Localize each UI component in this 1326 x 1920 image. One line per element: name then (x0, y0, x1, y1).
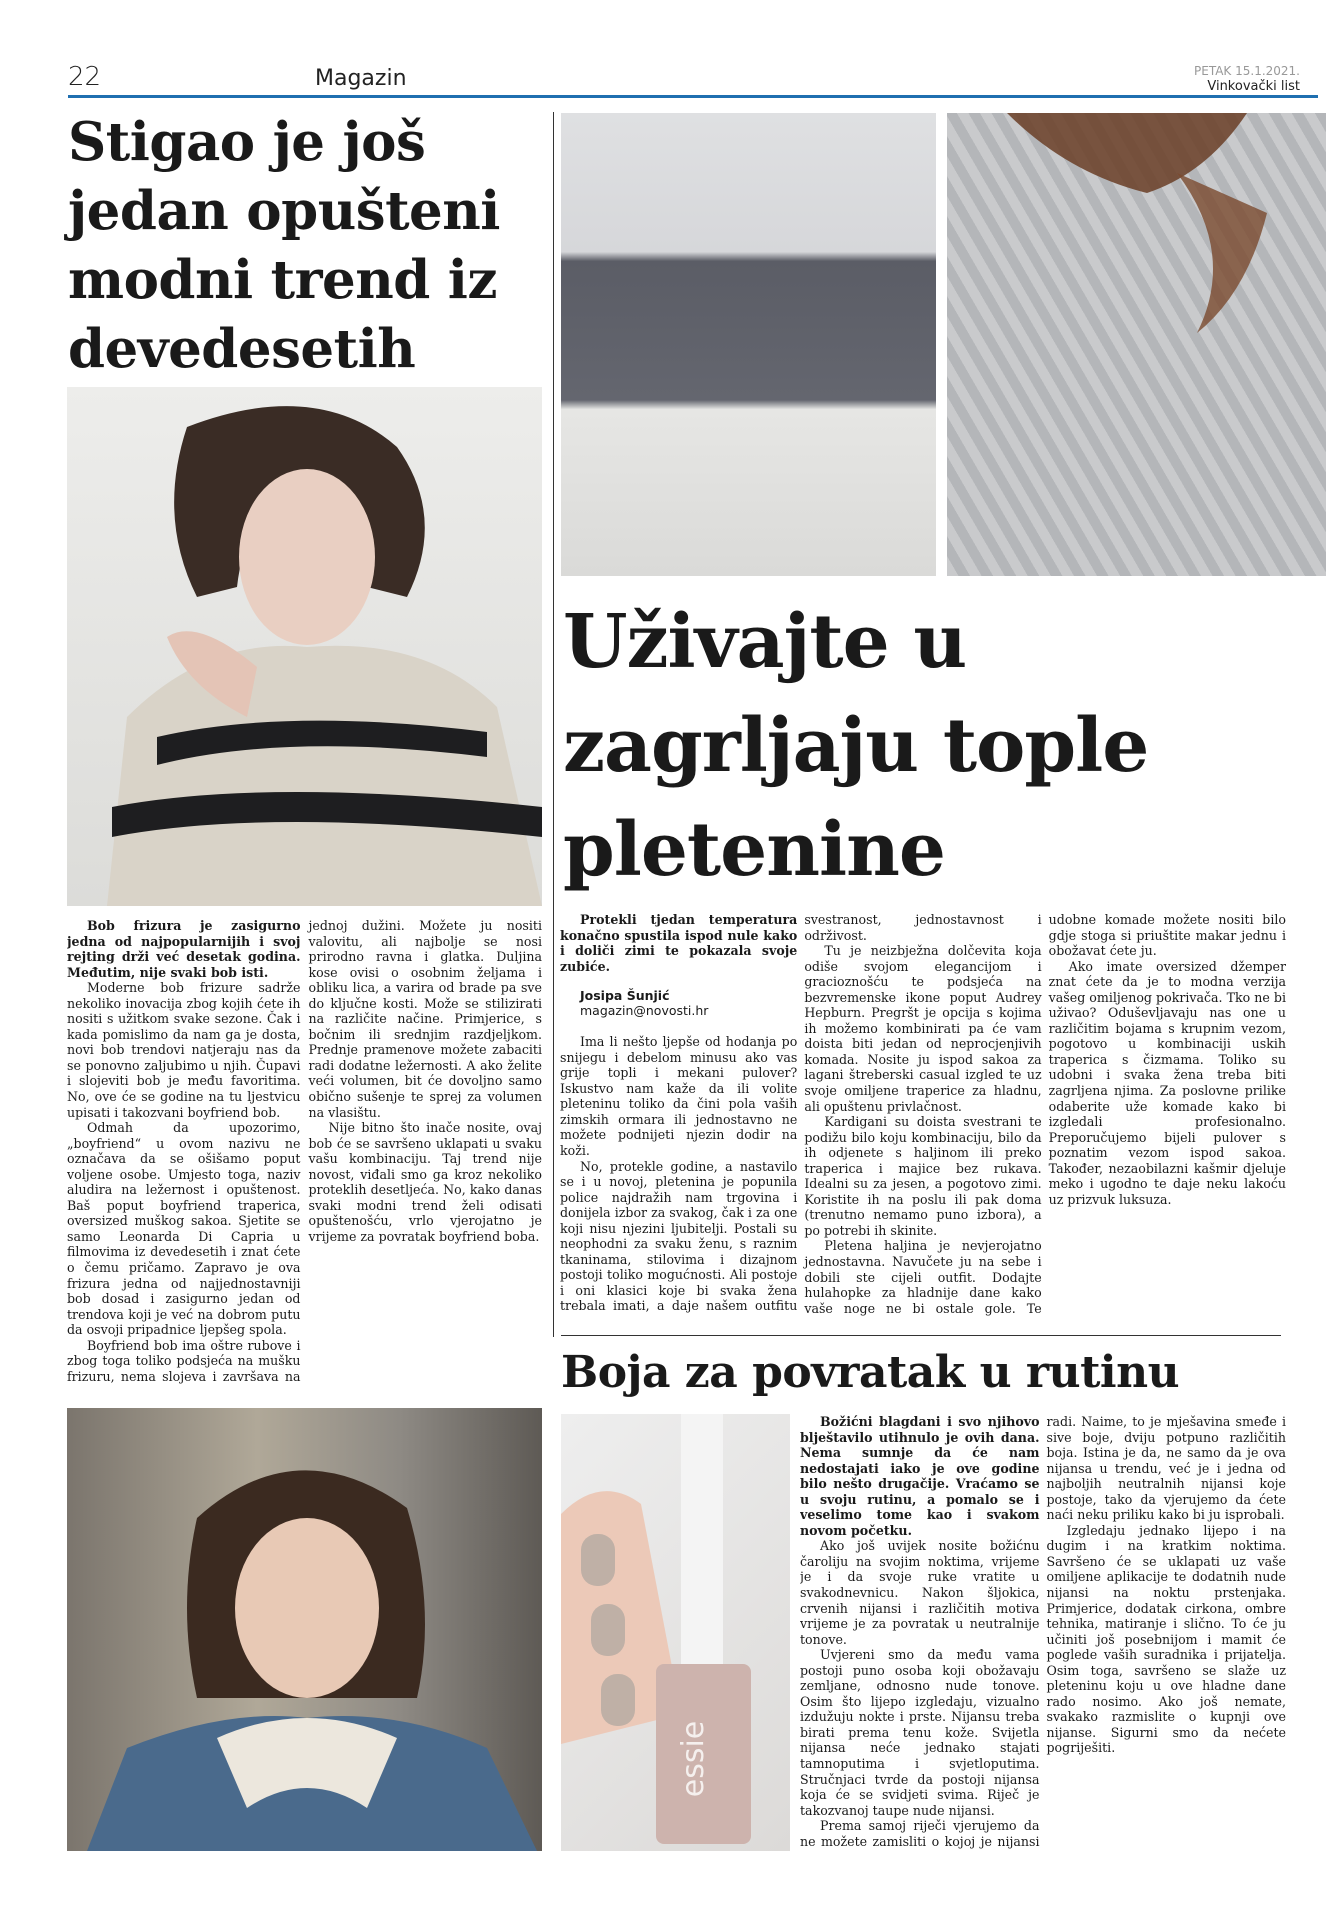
headline-line: jedan opušteni (68, 180, 500, 242)
photo-knit-sweater-closeup (947, 113, 1326, 576)
paragraph: Ako još uvijek nosite božićnu čaroliju na svojim noktima, vrijeme je i da svoje ruke vratite u svakodnevnicu. Nakon šljokica, crvenih nijansi i različitih motiva vrijeme je za povratak u neutralnije tonove. (800, 1538, 1040, 1647)
paragraph: Izgledaju jednako lijepo i na dugim i na kratkim noktima. Savršeno će se uklapati uz vaše omiljene aplikacije te dodatnih nude nijansi na noktu prstenjaka. Primjerice, dodatak cirkona, ombre tehnika, matiranje i slično. To će ju učiniti još posebnijom i mamit će poglede vaših suradnika i prijatelja. Osim toga, savršeno se slaže uz pleteninu koju u ove hladne dane rado nosimo. Ako još nemate, svakako razmislite o kupnji ove nijanse. Sigurni smo da nećete pogriješiti. (1046, 1522, 1286, 1756)
article-body-nail-color (800, 1414, 1286, 1854)
paragraph: Boyfriend bob ima oštre rubove i zbog toga toliko podsjeća na mušku frizuru, nema slojeva i završava na jednoj dužini. Možete ju nositi valovitu, ali najbolje se nosi prirodno ravna i glatka. Duljina kose ovisi o osobnim željama i obliku lica, a varira od brade pa sve do ključne kosti. Može se stilizirati na različite načine. Primjerice, s bočnim ili srednjim razdjeljkom. Prednje pramenove možete zabaciti radi dodatne ležernosti. A ako želite veći volumen, bit će dovoljno samo obično sušenje te sprej za volumen na vlasištu. (67, 918, 542, 1384)
headline-line: pletenine (563, 807, 945, 893)
issue-date: PETAK 15.1.2021. (1194, 64, 1300, 78)
headline-line: zagrljaju tople (563, 703, 1149, 789)
headline-bob (68, 108, 548, 384)
author-name: Josipa Šunjić (580, 988, 670, 1004)
newspaper-name: Vinkovački list (1207, 79, 1300, 94)
paragraph: Pletena haljina je nevjerojatno jednostavna. Navučete ju na sebe i dobili ste cijeli outfit. Dodajte hulahopke za hladnije dane kako vaše noge ne bi ostale gole. Te udobne komade možete nositi bilo gdje stoga si priuštite makar jednu i obožavat ćete ju. (804, 912, 1286, 1316)
photo-stacked-sweaters (561, 113, 936, 576)
headline-line: Stigao je još (68, 111, 426, 173)
paragraph: Moderne bob frizure sadrže nekoliko inovacija zbog kojih ćete ih nositi s užitkom svake sezone. Čak i kada pomislimo da nam ga je dosta, novi bob trendovi natjeraju nas da se ponovno zaljubimo u njih. Čupavi i slojeviti bob je među favoritima. No, ove će se godine na tu ljestvicu upisati i takozvani boyfriend bob. (67, 980, 301, 1120)
section-name: Magazin (315, 66, 407, 91)
article-lead: Božićni blagdani i svo njihovo blještavilo utihnulo je ovih dana. Nema sumnje da će nam nedostajati iako je ove godine bilo nešto drugačije. Vraćamo se u svoju rutinu, a pomalo se i veselimo tome kao i svakom novom početku. (800, 1414, 1040, 1538)
paragraph: Nije bitno što inače nosite, ovaj bob će se savršeno uklapati u svaku vašu kombinaciju. Taj trend nije novost, viđali smo ga kroz nekoliko proteklih desetljeća. No, kako danas svaki modni trend želi odisati opuštenošću, vrlo vjerojatno je vrijeme za povratak boyfriend boba. (308, 1120, 542, 1244)
paragraph: Ima li nešto ljepše od hodanja po snijegu i debelom minusu ako vas grije topli i mekani pulover? Iskustvo nam kaže da ili volite pleteninu toliko da čini pola vaših zimskih ormara ili jednostavno ne možete podnijeti njezin dodir na koži. (560, 1034, 798, 1159)
headline-line: Uživajte u (563, 599, 967, 685)
headline-nail-color: Boja za povratak u rutinu (561, 1347, 1180, 1398)
photo-woman-bob-sweater (67, 387, 542, 906)
article-lead: Protekli tjedan temperatura konačno spustila ispod nule kako i doliči zimi te pokazala svoje zubiće. (560, 912, 798, 974)
article-divider (561, 1335, 1281, 1336)
headline-line: devedesetih (68, 318, 416, 380)
article-body-bob (67, 918, 542, 1398)
column-divider (553, 112, 554, 1337)
headline-line: modni trend iz (68, 249, 498, 311)
headline-knitwear (563, 590, 1303, 902)
paragraph: Kardigani su doista svestrani te podižu bilo koju kombinaciju, bilo da ih odjenete s haljinom ili preko traperica i majice bez rukava. Idealni su za jesen, a pogotovo zimi. Koristite ih na poslu ili pak doma (trenutno nemamo puno izbora), a po potrebi ih skinite. (804, 1114, 1042, 1238)
photo-woman-denim-jacket (67, 1408, 542, 1851)
header-rule (68, 95, 1318, 98)
photo-nail-polish (561, 1414, 790, 1851)
page-number: 22 (68, 62, 102, 92)
paragraph: Odmah da upozorimo, „boyfriend“ u ovom nazivu ne označava da se ošišamo poput voljene osobe. Umjesto toga, naziv aludira na ležernost i opuštenost. Baš poput boyfriend traperica, oversized muškog sakoa. Sjetite se samo Leonarda Di Capria u filmovima iz devedesetih i znat ćete o čemu pričamo. Zapravo je ova frizura jedna od najjednostavniji bob dosad i zasigurno jedan od trendova koji je već na dobrom putu da osvoji pripadnice ljepšeg spola. (67, 1120, 301, 1338)
paragraph: Uvjereni smo da među vama postoji puno osoba koji obožavaju zemljane, odnosno nude tonove. Osim što lijepo izgledaju, vizualno izdužuju nokte i prste. Nijansu treba birati prema tenu kože. Svijetla nijansa neće jednako stajati tamnoputima i svjetloputima. Stručnjaci tvrde da postoji nijansa koja će se svidjeti svima. Riječ je takozvanoj taupe nude nijansi. (800, 1647, 1040, 1818)
paragraph: Tu je neizbježna dolčevita koja odiše svojom elegancijom i gracioznošću te podsjeća na bezvremenske ikone poput Audrey Hepburn. Pregršt je opcija s kojima ih možemo kombinirati pa će vam doista biti jedan od neprocjenjivih komada. Nosite ju ispod sakoa za lagani štreberski casual izgled te uz svoje omiljene traperice za hladnu, ali opuštenu privlačnost. (804, 943, 1042, 1114)
author-email[interactable]: magazin@novosti.hr (580, 1003, 709, 1019)
paragraph: No, protekle godine, a nastavilo se i u novoj, pletenina je popunila police najdražih nam trgovina i donijela izbor za svakog, čak i za one koji nisu njezini ljubitelji. Postali su neophodni za svaku ženu, s raznim tkaninama, stilovima i dizajnom postoji toliko mogućnosti. Ali postoje i oni klasici koje bi svaka žena trebala imati, a daje našem outfitu svestranost, jednostavnost i održivost. (560, 912, 1042, 1314)
article-lead: Bob frizura je zasigurno jedna od najpopularnijih i svoj rejting drži već desetak godina. Međutim, nije svaki bob isti. (67, 918, 301, 980)
article-body-knitwear (560, 912, 1286, 1327)
essie-logo: essie (676, 1720, 711, 1798)
paragraph: Prema samoj riječi vjerujemo da ne možete zamisliti o kojoj je nijansi radi. Naime, to je mješavina smeđe i sive boje, dviju potpuno različitih boja. Istina je da, ne samo da je ova nijansa u trendu, već je i jedna od najboljih neutralnih nijansi koje postoje, tako da vjerujemo da ćete naći neku priliku kako bi ju isprobali. (800, 1414, 1286, 1849)
paragraph: Ako imate oversized džemper znat ćete da je to modna verzija vašeg omiljenog pokrivača. Tko ne bi uživao? Oduševljavaju nas one u različitim bojama s krupnim vezom, pogotovo u kombinaciji uskih traperica s čizmama. Toliko su udobni i svaka žena treba biti zagrljena njima. Za poslovne prilike odaberite uže komade kako bi izgledali profesionalno. Preporučujemo bijeli pulover s poznatim vezom ispod sakoa. Također, nezaobilazni kašmir djeluje meko i ugodno te daje neku lakoću uz prizvuk luksuza. (1048, 958, 1286, 1207)
